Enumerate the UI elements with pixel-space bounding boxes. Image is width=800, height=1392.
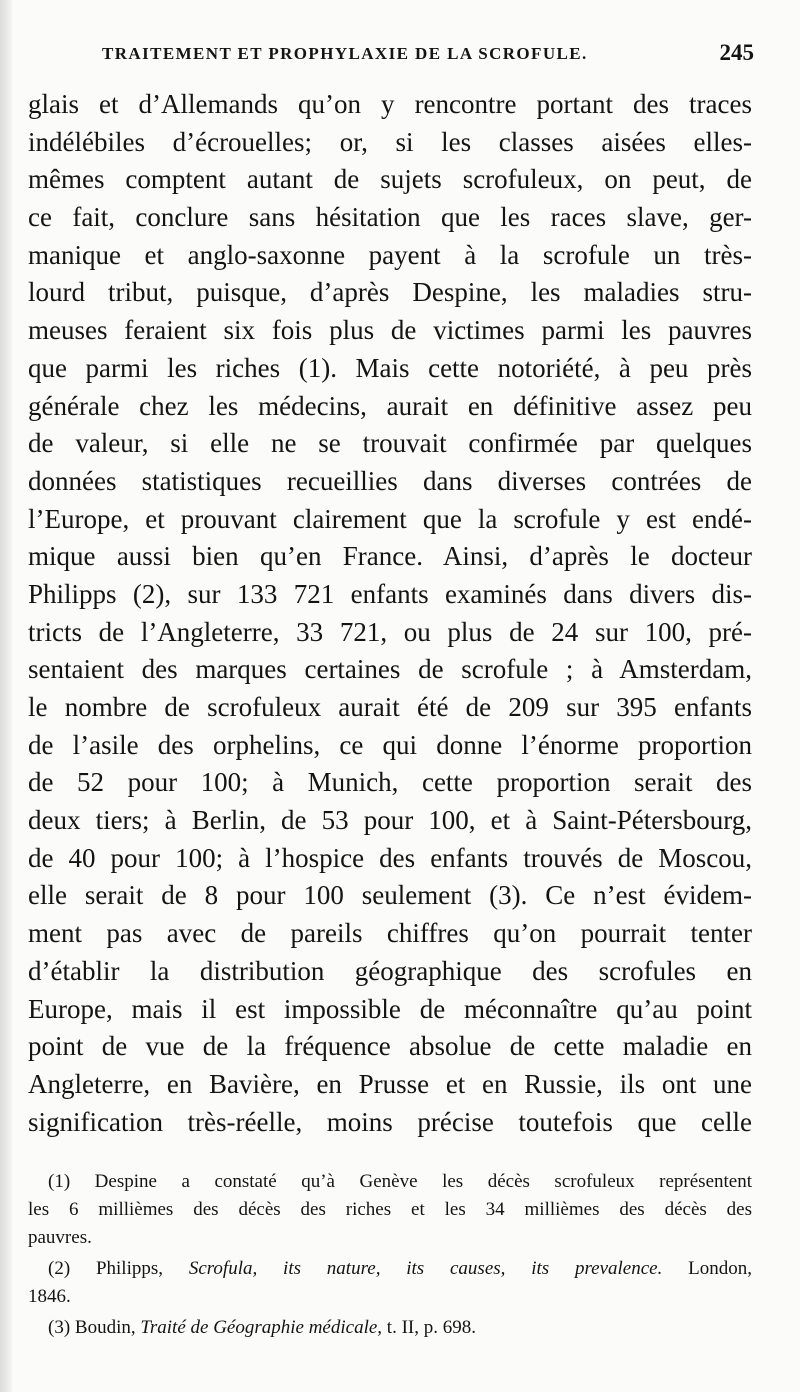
- footnote-2: [28, 1255, 752, 1311]
- text-line: manique et anglo-saxonne payent à la scrofule un très-: [28, 239, 752, 270]
- text-line: mique aussi bien qu’en France. Ainsi, d’après le docteur: [28, 541, 752, 572]
- text-line: le nombre de scrofuleux aurait été de 209 sur 395 enfants: [28, 692, 752, 722]
- text-line: que parmi les riches (1). Mais cette notoriété, à peu près: [28, 352, 752, 383]
- footnote-line: pauvres.: [28, 1227, 92, 1248]
- running-title: TRAITEMENT ET PROPHYLAXIE DE LA SCROFULE.: [102, 44, 588, 63]
- text-line: sentaient des marques certaines de scrofule ; à Amsterdam,: [28, 654, 752, 685]
- book-title: Scrofula, its nature, its causes, its prevalence.: [188, 1258, 663, 1279]
- text-line: ment pas avec de pareils chiffres qu’on pourrait tenter: [28, 918, 752, 949]
- page-gutter-shadow: [0, 0, 12, 1392]
- footnote-line: (1) Despine a constaté qu’à Genève les décès scrofuleux représentent: [48, 1171, 752, 1192]
- text-line: lourd tribut, puisque, d’après Despine, les maladies stru-: [28, 277, 752, 308]
- footnote-line: 1846.: [28, 1286, 71, 1307]
- text-line: de 52 pour 100; à Munich, cette proportion serait des: [28, 767, 752, 798]
- footnotes: [28, 1168, 752, 1345]
- book-title: Traité de Géographie médicale,: [140, 1317, 383, 1338]
- text-line: tricts de l’Angleterre, 33 721, ou plus de 24 sur 100, pré-: [28, 616, 752, 647]
- footnote-line: [28, 1255, 752, 1283]
- text-line: données statistiques recueillies dans diverses contrées de: [28, 465, 752, 496]
- text-line: Angleterre, en Bavière, en Prusse et en Russie, ils ont une: [28, 1068, 752, 1099]
- text-line: elle serait de 8 pour 100 seulement (3). Ce n’est évidem-: [28, 880, 752, 911]
- text-line: deux tiers; à Berlin, de 53 pour 100, et à Saint-Pétersbourg,: [28, 805, 752, 836]
- footnote-line: [28, 1314, 752, 1342]
- text-line: point de vue de la fréquence absolue de cette maladie en: [28, 1031, 752, 1062]
- text-line: d’établir la distribution géographique des scrofules en: [28, 955, 752, 986]
- text-line: mêmes comptent autant de sujets scrofuleux, on peut, de: [28, 164, 752, 195]
- text-line: indélébiles d’écrouelles; or, si les classes aisées elles-: [28, 126, 752, 157]
- text-line: de 40 pour 100; à l’hospice des enfants trouvés de Moscou,: [28, 842, 752, 873]
- text-line: de valeur, si elle ne se trouvait confirmée par quelques: [28, 428, 752, 459]
- text-line: ce fait, conclure sans hésitation que les races slave, ger-: [28, 202, 752, 233]
- text-line: Europe, mais il est impossible de méconnaître qu’au point: [28, 993, 752, 1024]
- footnote-3: [28, 1314, 752, 1342]
- text-line: glais et d’Allemands qu’on y rencontre portant des traces: [28, 89, 752, 119]
- text-line: Philipps (2), sur 133 721 enfants examinés dans divers dis-: [28, 578, 752, 609]
- text-line: signification très-réelle, moins précise toutefois que celle: [28, 1106, 752, 1137]
- text-line: générale chez les médecins, aurait en définitive assez peu: [28, 390, 752, 421]
- footnote-1: [28, 1168, 752, 1252]
- text-line: l’Europe, et prouvant clairement que la scrofule y est endé-: [28, 503, 752, 534]
- footnote-ref: (2) Philipps,: [48, 1258, 189, 1279]
- page-number: 245: [719, 40, 754, 65]
- page-header: [28, 40, 754, 74]
- text-line: meuses feraient six fois plus de victimes parmi les pauvres: [28, 315, 752, 346]
- footnote-place: t. II, p. 698.: [382, 1317, 476, 1338]
- text-line: de l’asile des orphelins, ce qui donne l’énorme proportion: [28, 729, 752, 760]
- footnote-line: les 6 millièmes des décès des riches et les 34 millièmes des décès des: [28, 1199, 752, 1220]
- footnote-ref: (3) Boudin,: [48, 1317, 141, 1338]
- footnote-place: London,: [662, 1258, 753, 1279]
- main-text: [28, 86, 752, 1141]
